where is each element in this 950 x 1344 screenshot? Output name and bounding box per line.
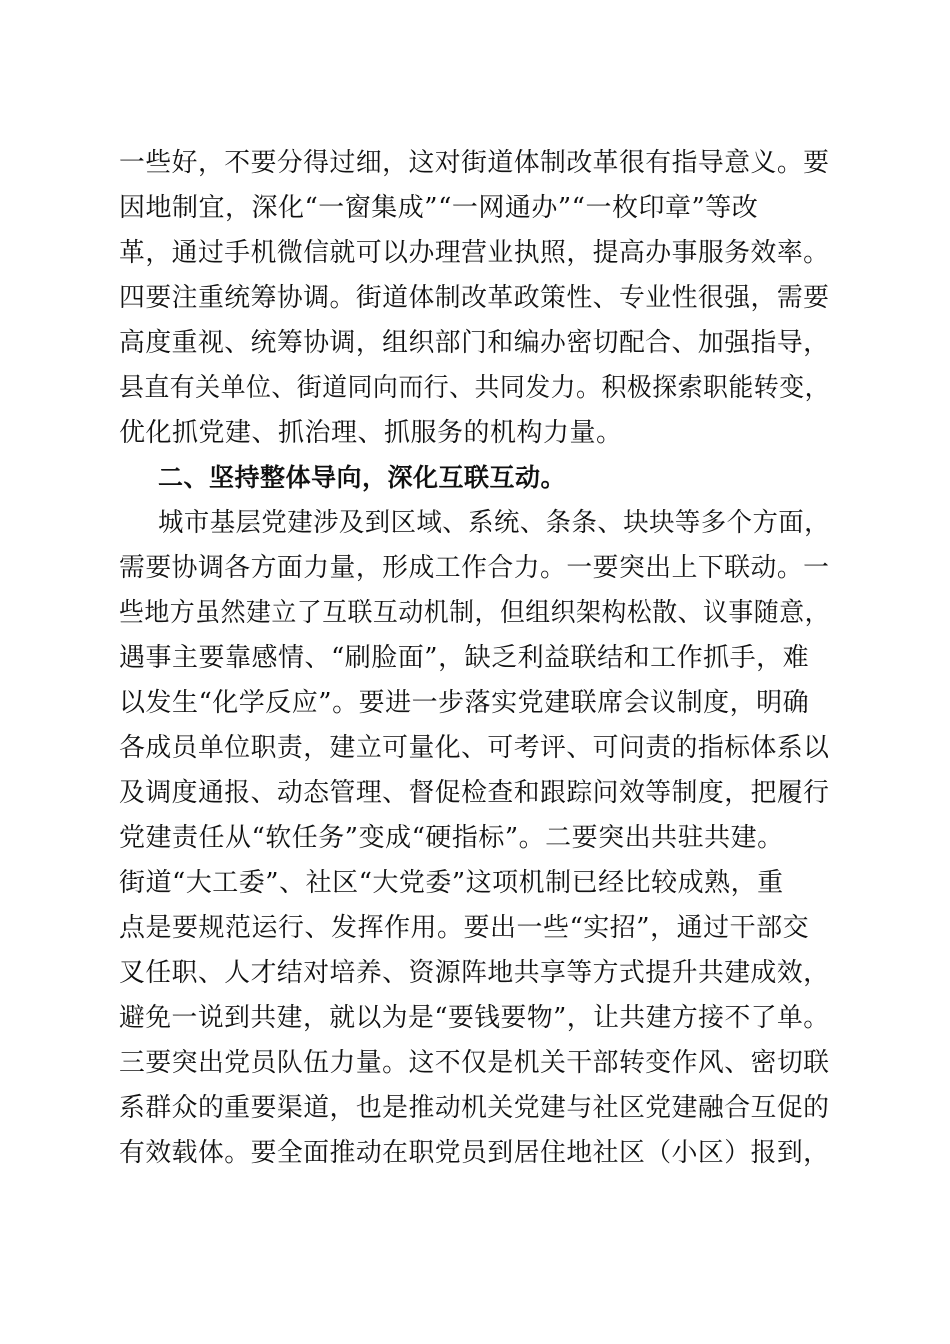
paragraph-line: 各成员单位职责，建立可量化、可考评、可问责的指标体系以: [119, 733, 830, 763]
paragraph-line: 党建责任从“软任务”变成“硬指标”。二要突出共驻共建。: [119, 823, 784, 853]
paragraph-line: 系群众的重要渠道，也是推动机关党建与社区党建融合互促的: [119, 1093, 830, 1123]
paragraph-line: 街道“大工委”、社区“大党委”这项机制已经比较成熟，重: [119, 868, 784, 898]
paragraph-line: 革，通过手机微信就可以办理营业执照，提高办事服务效率。: [119, 238, 830, 268]
paragraph-line: 四要注重统筹协调。街道体制改革政策性、专业性很强，需要: [119, 283, 830, 313]
paragraph-line: 一些好，不要分得过细，这对街道体制改革很有指导意义。要: [119, 148, 830, 178]
paragraph-line: 叉任职、人才结对培养、资源阵地共享等方式提升共建成效，: [119, 958, 830, 988]
paragraph-line: 点是要规范运行、发挥作用。要出一些“实招”，通过干部交: [119, 913, 810, 943]
paragraph-line: 以发生“化学反应”。要进一步落实党建联席会议制度，明确: [119, 688, 810, 718]
paragraph-line: 些地方虽然建立了互联互动机制，但组织架构松散、议事随意，: [119, 598, 830, 628]
paragraph-line: 县直有关单位、街道同向而行、共同发力。积极探索职能转变，: [119, 373, 830, 403]
paragraph-line: 因地制宜，深化“一窗集成”“一网通办”“一枚印章”等改: [119, 193, 759, 223]
paragraph-line: 城市基层党建涉及到区域、系统、条条、块块等多个方面，: [158, 508, 830, 538]
paragraph-line: 高度重视、统筹协调，组织部门和编办密切配合、加强指导，: [119, 328, 830, 358]
paragraph-line: 遇事主要靠感情、“刷脸面”，缺乏利益联结和工作抓手，难: [119, 643, 810, 673]
paragraph-line: 优化抓党建、抓治理、抓服务的机构力量。: [119, 418, 623, 448]
paragraph-line: 避免一说到共建，就以为是“要钱要物”，让共建方接不了单。: [119, 1003, 830, 1033]
paragraph-line: 及调度通报、动态管理、督促检查和跟踪问效等制度，把履行: [119, 778, 830, 808]
section-heading: 二、坚持整体导向，深化互联互动。: [158, 463, 567, 492]
paragraph-line: 三要突出党员队伍力量。这不仅是机关干部转变作风、密切联: [119, 1048, 830, 1078]
paragraph-line: 需要协调各方面力量，形成工作合力。一要突出上下联动。一: [119, 553, 830, 583]
paragraph-line: 有效载体。要全面推动在职党员到居住地社区（小区）报到，: [119, 1138, 830, 1168]
